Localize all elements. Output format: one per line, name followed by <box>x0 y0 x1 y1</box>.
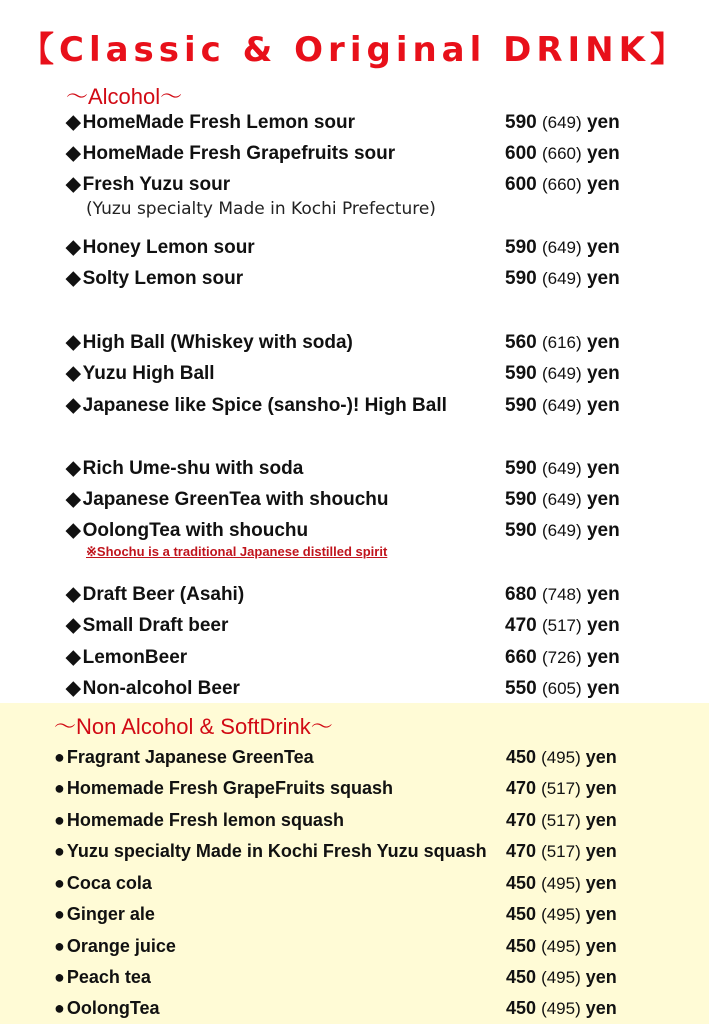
item-price <box>505 332 620 354</box>
item-name: Coca cola <box>66 873 152 893</box>
item-price <box>505 615 620 637</box>
diamond-icon: ◆ <box>66 174 81 195</box>
item-name: Yuzu specialty Made in Kochi Fresh Yuzu squash <box>66 841 487 861</box>
item-price <box>506 872 617 895</box>
menu-item <box>54 840 487 862</box>
diamond-icon: ◆ <box>66 143 81 164</box>
tax-price: (495) <box>541 874 581 893</box>
diamond-icon: ◆ <box>66 237 81 258</box>
item-name: Fresh Yuzu sour <box>82 174 231 195</box>
tax-price: (495) <box>541 748 581 767</box>
base-price: 590 <box>505 489 537 510</box>
tax-price: (649) <box>541 113 582 132</box>
price-unit: yen <box>586 458 620 479</box>
item-price <box>505 647 620 669</box>
item-price <box>506 809 617 832</box>
item-name: Non-alcohol Beer <box>82 678 240 699</box>
tax-price: (748) <box>541 585 582 604</box>
tax-price: (649) <box>541 396 582 415</box>
item-name: Orange juice <box>66 936 176 956</box>
bullet-icon: ● <box>54 998 65 1018</box>
menu-item <box>66 395 447 417</box>
item-name: Fragrant Japanese GreenTea <box>66 747 314 767</box>
price-unit: yen <box>585 810 617 830</box>
price-unit: yen <box>585 904 617 924</box>
item-name: Japanese like Spice (sansho-)! High Ball <box>82 395 447 416</box>
item-price <box>505 584 620 606</box>
item-price <box>506 966 617 989</box>
diamond-icon: ◆ <box>66 489 81 510</box>
price-unit: yen <box>586 678 620 699</box>
diamond-icon: ◆ <box>66 363 81 384</box>
tax-price: (517) <box>541 779 581 798</box>
diamond-icon: ◆ <box>66 615 81 636</box>
menu-item <box>66 647 187 669</box>
base-price: 590 <box>505 237 537 258</box>
diamond-icon: ◆ <box>66 678 81 699</box>
price-unit: yen <box>585 967 617 987</box>
base-price: 470 <box>506 841 537 861</box>
tax-price: (649) <box>541 459 582 478</box>
menu-item <box>66 615 228 637</box>
item-price <box>506 840 617 863</box>
menu-item <box>54 935 176 957</box>
tax-price: (726) <box>541 648 582 667</box>
tax-price: (517) <box>541 811 581 830</box>
base-price: 470 <box>505 615 537 636</box>
base-price: 590 <box>505 458 537 479</box>
item-price <box>505 268 620 290</box>
item-price <box>505 458 620 480</box>
item-price <box>505 395 620 417</box>
tax-price: (605) <box>541 679 582 698</box>
item-name: Honey Lemon sour <box>82 237 255 258</box>
price-unit: yen <box>586 584 620 605</box>
tax-price: (649) <box>541 490 582 509</box>
price-unit: yen <box>586 520 620 541</box>
base-price: 560 <box>505 332 537 353</box>
item-name: Draft Beer (Asahi) <box>82 584 245 605</box>
item-price <box>506 935 617 958</box>
diamond-icon: ◆ <box>66 520 81 541</box>
price-unit: yen <box>586 143 620 164</box>
item-price <box>505 112 620 134</box>
tax-price: (517) <box>541 616 582 635</box>
diamond-icon: ◆ <box>66 332 81 353</box>
item-price <box>506 997 617 1020</box>
tax-price: (517) <box>541 842 581 861</box>
price-unit: yen <box>586 615 620 636</box>
tax-price: (649) <box>541 521 582 540</box>
item-price <box>505 237 620 259</box>
base-price: 590 <box>505 395 537 416</box>
menu-item <box>66 489 388 511</box>
bullet-icon: ● <box>54 936 65 956</box>
tax-price: (495) <box>541 968 581 987</box>
menu-title: 【Classic & Original DRINK】 <box>20 30 689 70</box>
base-price: 680 <box>505 584 537 605</box>
price-unit: yen <box>586 174 620 195</box>
item-price <box>506 777 617 800</box>
bullet-icon: ● <box>54 873 65 893</box>
menu-item <box>54 966 151 988</box>
tax-price: (495) <box>541 937 581 956</box>
price-unit: yen <box>586 237 620 258</box>
price-unit: yen <box>585 841 617 861</box>
base-price: 450 <box>506 967 537 987</box>
menu-item <box>66 143 395 165</box>
base-price: 450 <box>506 936 537 956</box>
menu-item <box>66 678 240 700</box>
price-unit: yen <box>586 489 620 510</box>
item-name: Ginger ale <box>66 904 155 924</box>
menu-item <box>66 363 215 385</box>
price-unit: yen <box>586 395 620 416</box>
menu-item <box>54 777 393 799</box>
bullet-icon: ● <box>54 841 65 861</box>
menu-item <box>66 584 244 606</box>
tax-price: (495) <box>541 905 581 924</box>
item-name: OolongTea with shouchu <box>82 520 309 541</box>
yuzu-origin-note: (Yuzu specialty Made in Kochi Prefecture) <box>86 199 436 219</box>
item-name: Small Draft beer <box>82 615 229 636</box>
base-price: 590 <box>505 112 537 133</box>
base-price: 590 <box>505 268 537 289</box>
diamond-icon: ◆ <box>66 112 81 133</box>
item-price <box>506 903 617 926</box>
base-price: 590 <box>505 520 537 541</box>
menu-item <box>66 520 308 542</box>
price-unit: yen <box>586 647 620 668</box>
item-name: LemonBeer <box>82 647 188 668</box>
base-price: 600 <box>505 174 537 195</box>
item-name: Peach tea <box>66 967 151 987</box>
base-price: 470 <box>506 778 537 798</box>
price-unit: yen <box>586 112 620 133</box>
price-unit: yen <box>585 936 617 956</box>
price-unit: yen <box>585 778 617 798</box>
menu-item <box>54 872 152 894</box>
price-unit: yen <box>586 332 620 353</box>
item-name: Homemade Fresh GrapeFruits squash <box>66 778 393 798</box>
menu-item <box>66 237 255 259</box>
bullet-icon: ● <box>54 747 65 767</box>
menu-item <box>66 268 243 290</box>
diamond-icon: ◆ <box>66 584 81 605</box>
item-price <box>505 143 620 165</box>
price-unit: yen <box>586 363 620 384</box>
tax-price: (649) <box>541 364 582 383</box>
item-price <box>505 678 620 700</box>
bullet-icon: ● <box>54 904 65 924</box>
item-price <box>506 746 617 769</box>
base-price: 590 <box>505 363 537 384</box>
alcohol-heading: ～Alcohol～ <box>66 84 183 109</box>
tax-price: (649) <box>541 238 582 257</box>
item-price <box>505 520 620 542</box>
base-price: 450 <box>506 998 537 1018</box>
menu-item <box>66 112 355 134</box>
soft-drink-heading: ～Non Alcohol & SoftDrink～ <box>54 714 333 739</box>
base-price: 600 <box>505 143 537 164</box>
item-name: OolongTea <box>66 998 160 1018</box>
item-name: Rich Ume-shu with soda <box>82 458 304 479</box>
price-unit: yen <box>585 747 617 767</box>
price-unit: yen <box>585 873 617 893</box>
item-name: Yuzu High Ball <box>82 363 215 384</box>
base-price: 450 <box>506 904 537 924</box>
bullet-icon: ● <box>54 810 65 830</box>
item-name: High Ball (Whiskey with soda) <box>82 332 353 353</box>
item-name: Solty Lemon sour <box>82 268 244 289</box>
menu-item <box>54 903 155 925</box>
shochu-note: ※Shochu is a traditional Japanese distilled spirit <box>86 544 388 559</box>
tax-price: (616) <box>541 333 582 352</box>
menu-item <box>54 997 160 1019</box>
base-price: 470 <box>506 810 537 830</box>
item-name: HomeMade Fresh Grapefruits sour <box>82 143 396 164</box>
diamond-icon: ◆ <box>66 268 81 289</box>
item-name: Homemade Fresh lemon squash <box>66 810 344 830</box>
item-price <box>505 174 620 196</box>
price-unit: yen <box>585 998 617 1018</box>
tax-price: (660) <box>541 175 582 194</box>
item-name: Japanese GreenTea with shouchu <box>82 489 389 510</box>
base-price: 450 <box>506 873 537 893</box>
item-name: HomeMade Fresh Lemon sour <box>82 112 356 133</box>
menu-item <box>66 332 353 354</box>
item-price <box>505 489 620 511</box>
tax-price: (495) <box>541 999 581 1018</box>
price-unit: yen <box>586 268 620 289</box>
diamond-icon: ◆ <box>66 458 81 479</box>
menu-item <box>66 174 230 196</box>
bullet-icon: ● <box>54 967 65 987</box>
base-price: 660 <box>505 647 537 668</box>
bullet-icon: ● <box>54 778 65 798</box>
diamond-icon: ◆ <box>66 395 81 416</box>
menu-item <box>66 458 303 480</box>
menu-item <box>54 809 344 831</box>
base-price: 450 <box>506 747 537 767</box>
diamond-icon: ◆ <box>66 647 81 668</box>
base-price: 550 <box>505 678 537 699</box>
tax-price: (649) <box>541 269 582 288</box>
item-price <box>505 363 620 385</box>
tax-price: (660) <box>541 144 582 163</box>
menu-item <box>54 746 314 768</box>
